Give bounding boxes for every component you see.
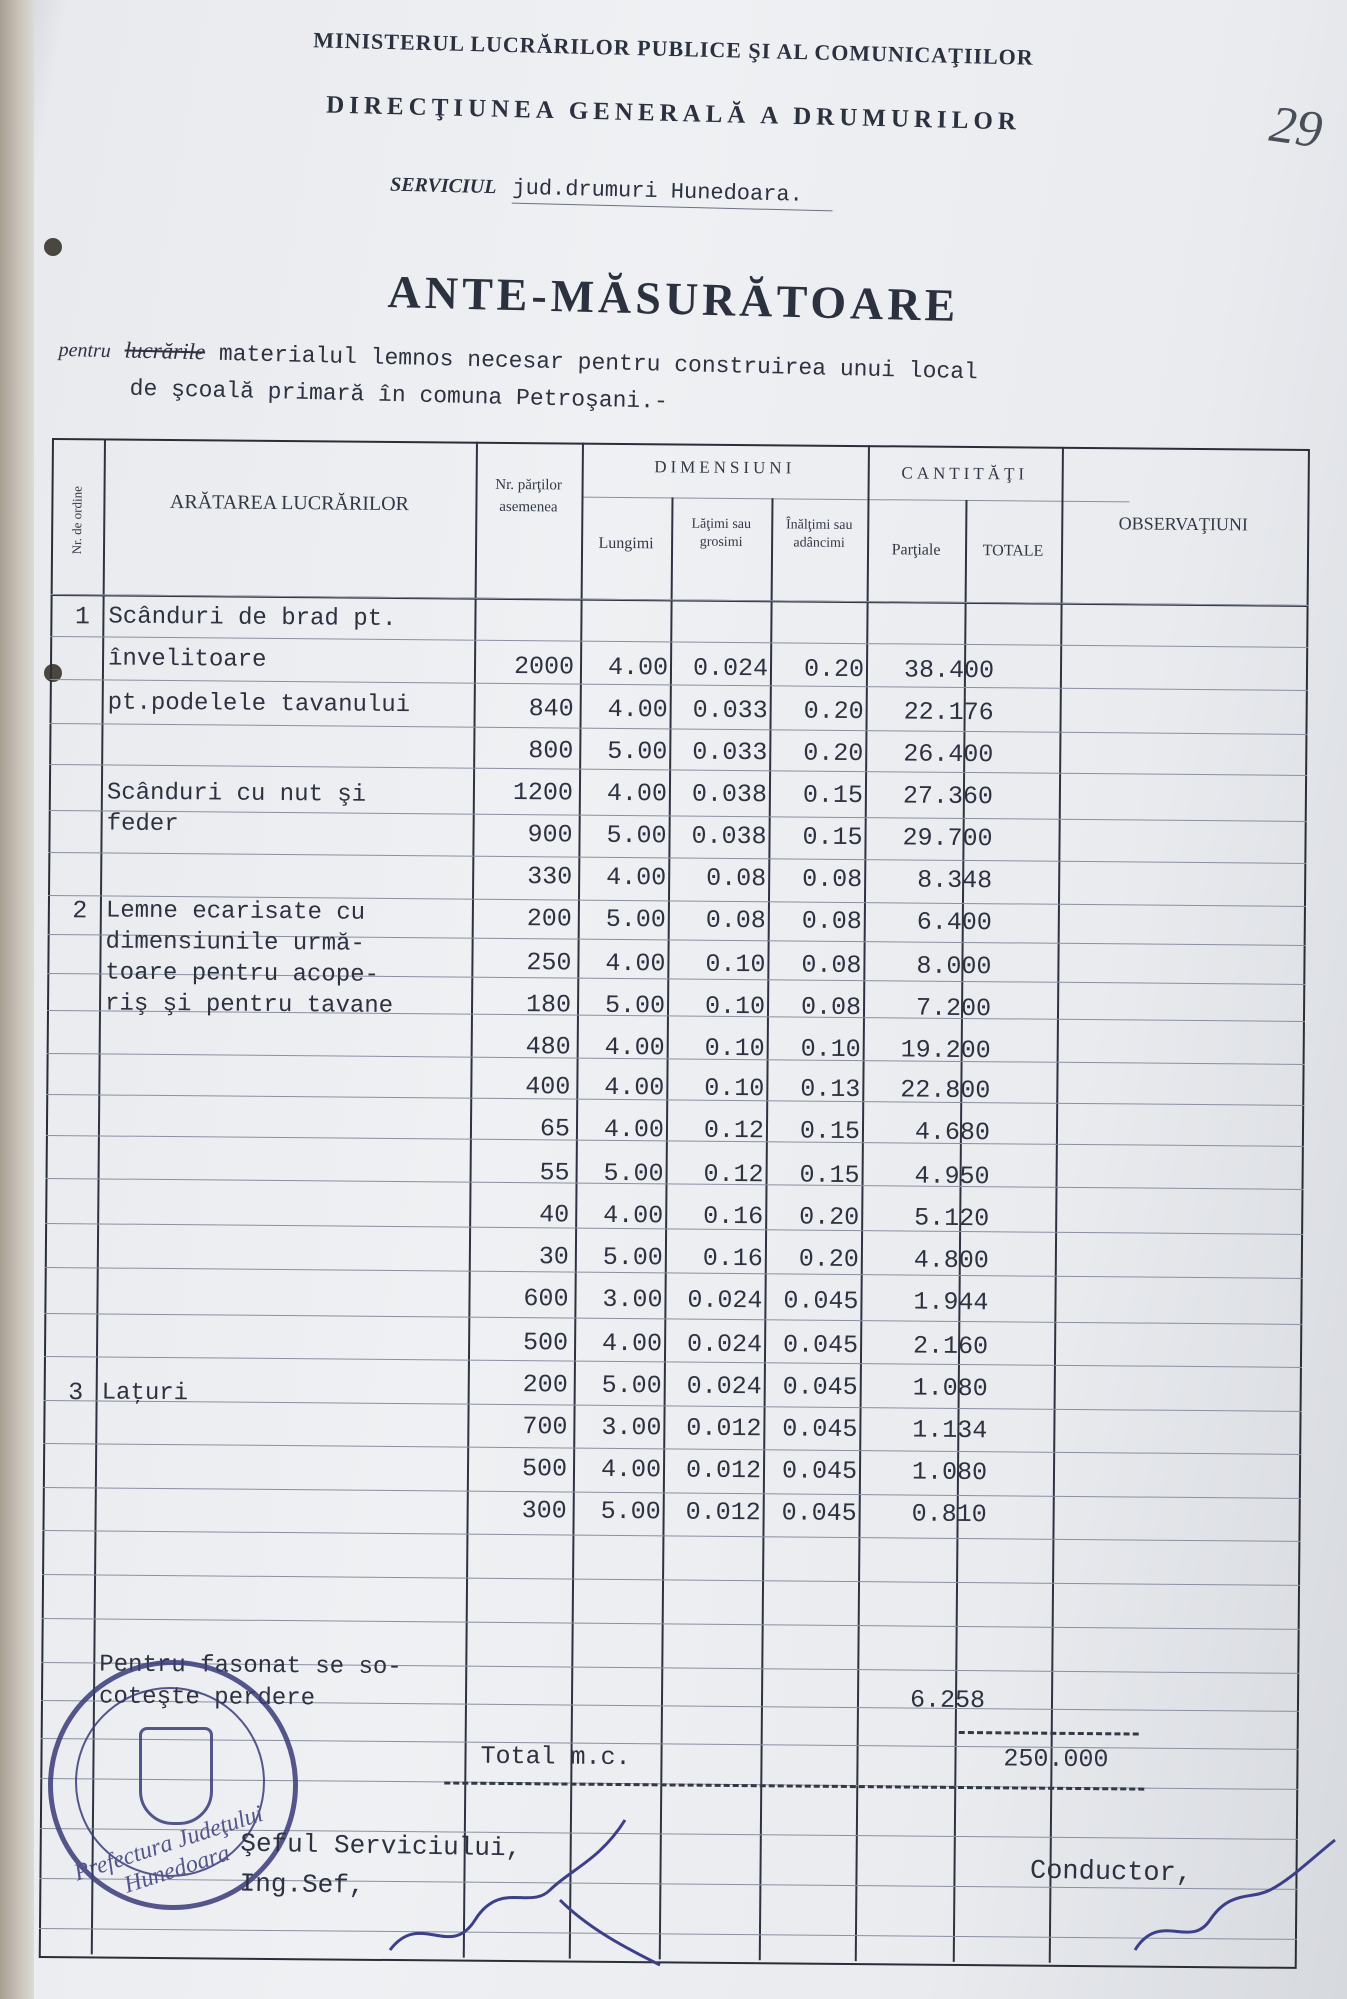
header-work: ARĂTAREA LUCRĂRILOR [169, 491, 410, 516]
cell-width: 0.024 [686, 1371, 762, 1402]
cell-height: 0.20 [798, 1244, 859, 1275]
header-quantities: CANTITĂŢI [901, 463, 1029, 484]
cell-partial: 8.000 [916, 951, 992, 982]
cell-width: 0.10 [704, 1033, 765, 1064]
cell-parts: 500 [521, 1454, 568, 1484]
total-label: Total m.c. [480, 1741, 631, 1773]
total-value: 250.000 [1003, 1744, 1109, 1775]
cell-length: 4.00 [606, 778, 668, 809]
cell-parts: 40 [539, 1200, 570, 1230]
cell-partial: 4.680 [914, 1117, 991, 1148]
cell-partial: 27.360 [902, 781, 994, 812]
cell-height: 0.20 [799, 1202, 860, 1233]
cell-length: 3.00 [602, 1284, 663, 1315]
cell-width: 0.12 [703, 1115, 765, 1146]
cell-length: 4.00 [603, 1114, 665, 1145]
cell-width: 0.16 [703, 1201, 764, 1232]
cell-height: 0.08 [801, 950, 862, 981]
cell-height: 0.20 [803, 654, 865, 685]
cell-length: 4.00 [606, 862, 667, 893]
cell-parts: 900 [527, 820, 573, 850]
cell-partial: 26.400 [903, 739, 994, 770]
cell-partial: 7.200 [915, 993, 992, 1024]
cell-width: 0.033 [692, 737, 768, 768]
cell-parts: 200 [526, 904, 572, 934]
page-number: 29 [1266, 95, 1326, 160]
cell-length: 5.00 [604, 990, 666, 1021]
cell-width: 0.012 [686, 1413, 762, 1444]
cell-partial: 1.080 [912, 1373, 988, 1404]
cell-parts: 250 [526, 948, 572, 978]
cell-parts: 480 [525, 1032, 571, 1062]
waste-label-line-1: Pentru fasonat se so- [99, 1651, 402, 1682]
cell-length: 4.00 [603, 1200, 664, 1231]
header-observations: OBSERVAŢIUNI [1118, 513, 1248, 535]
cell-partial: 8.348 [917, 865, 993, 896]
header-height: Înălţimi sau adâncimi [785, 517, 853, 551]
cell-partial: 19.200 [900, 1035, 991, 1066]
cell-length: 5.00 [607, 736, 668, 767]
cell-width: 0.12 [703, 1159, 764, 1190]
cell-parts: 840 [528, 694, 574, 724]
work-description-line: Laţuri [101, 1379, 189, 1408]
cell-parts: 700 [522, 1412, 568, 1442]
chief-title: Şeful Serviciului, [240, 1828, 522, 1864]
cell-height: 0.13 [800, 1074, 861, 1105]
cell-width: 0.08 [706, 863, 767, 894]
order-number: 2 [72, 896, 88, 926]
cell-length: 5.00 [601, 1370, 662, 1401]
binding-hole [44, 238, 62, 256]
work-description-line: Lemne ecarisate cu [105, 897, 366, 927]
cell-length: 4.00 [600, 1454, 662, 1485]
cell-parts: 800 [528, 736, 574, 766]
cell-height: 0.045 [782, 1414, 858, 1445]
cell-width: 0.033 [692, 695, 768, 726]
service-value: jud.drumuri Hunedoara. [512, 176, 833, 212]
conductor-handwritten-signature [1130, 1830, 1340, 1970]
cell-parts: 330 [527, 862, 573, 892]
service-line [390, 173, 833, 212]
cell-height: 0.045 [781, 1456, 858, 1487]
service-label: SERVICIUL [389, 173, 497, 199]
cell-width: 0.038 [691, 821, 767, 852]
header-order: Nr. de ordine [68, 486, 85, 555]
cell-width: 0.024 [687, 1285, 763, 1316]
subject-label: pentru [58, 338, 112, 363]
chief-subtitle: Ing.Sef, [239, 1868, 365, 1901]
cell-partial: 22.800 [900, 1075, 991, 1106]
cell-length: 4.00 [605, 948, 666, 979]
cell-partial: 22.176 [903, 697, 994, 728]
order-number: 1 [74, 602, 91, 632]
cell-parts: 2000 [513, 652, 575, 682]
header-width: Lăţimi sau grosimi [691, 516, 752, 551]
cell-width: 0.012 [685, 1455, 762, 1486]
cell-partial: 38.400 [903, 655, 995, 686]
cell-parts: 65 [539, 1114, 571, 1144]
cell-width: 0.012 [685, 1497, 761, 1528]
ministry-heading: MINISTERUL LUCRĂRILOR PUBLICE ŞI AL COMUNICAŢIILOR [313, 27, 1034, 70]
cell-partial: 1.944 [913, 1287, 989, 1318]
cell-partial: 1.080 [911, 1457, 988, 1488]
cell-length: 4.00 [607, 652, 669, 683]
work-description-line: Scânduri de brad pt. [108, 603, 397, 634]
cell-width: 0.10 [705, 949, 766, 980]
cell-parts: 1200 [512, 778, 574, 808]
work-description-line: Scânduri cu nut şi [106, 779, 367, 809]
cell-length: 4.00 [607, 694, 668, 725]
waste-label-line-2: coteşte perdere [98, 1683, 316, 1713]
coat-of-arms-icon [139, 1727, 213, 1825]
cell-parts: 600 [523, 1284, 569, 1314]
cell-partial: 4.950 [914, 1161, 990, 1192]
cell-height: 0.08 [802, 864, 863, 895]
cell-partial: 6.400 [916, 907, 992, 938]
cell-parts: 180 [525, 990, 572, 1020]
cell-length: 4.00 [604, 1032, 665, 1063]
cell-height: 0.045 [782, 1330, 859, 1361]
subject-struck-word: lucrările [124, 337, 206, 365]
cell-width: 0.024 [686, 1329, 763, 1360]
conductor-title: Conductor, [1029, 1856, 1193, 1890]
work-description-line: toare pentru acope- [105, 959, 380, 989]
work-description-line: feder [106, 810, 179, 839]
cell-width: 0.16 [702, 1243, 763, 1274]
cell-length: 5.00 [606, 820, 667, 851]
header-partial: Parţiale [891, 541, 941, 559]
header-dimensions: DIMENSIUNI [654, 457, 796, 478]
header-length: Lungimi [598, 534, 654, 553]
chief-handwritten-signature [380, 1790, 680, 1970]
cell-partial: 0.810 [911, 1499, 987, 1530]
cell-width: 0.08 [705, 905, 766, 936]
subject-block [57, 330, 1298, 436]
cell-partial: 1.134 [912, 1415, 988, 1446]
cell-height: 0.15 [799, 1116, 861, 1147]
subject-line-1: materialul lemnos necesar pentru construirea unui local [218, 340, 979, 386]
cell-partial: 5.120 [914, 1203, 990, 1234]
cell-partial: 2.160 [912, 1331, 989, 1362]
cell-height: 0.20 [803, 696, 864, 727]
cell-height: 0.20 [803, 738, 864, 769]
cell-height: 0.08 [801, 906, 862, 937]
cell-length: 5.00 [602, 1242, 663, 1273]
cell-width: 0.10 [704, 991, 766, 1022]
work-description-line: pt.podelele tavanului [107, 689, 411, 720]
work-description-line: învelitoare [107, 645, 267, 674]
cell-parts: 55 [539, 1158, 570, 1188]
cell-length: 3.00 [601, 1412, 662, 1443]
cell-height: 0.15 [802, 822, 863, 853]
cell-width: 0.024 [692, 653, 769, 684]
cell-parts: 300 [521, 1496, 567, 1526]
header-parts: Nr. părţilor asemenea [495, 476, 563, 516]
cell-partial: 4.800 [913, 1245, 989, 1276]
cell-width: 0.10 [704, 1073, 765, 1104]
cell-length: 5.00 [605, 904, 666, 935]
cell-height: 0.15 [802, 780, 864, 811]
cell-height: 0.045 [783, 1286, 859, 1317]
cell-parts: 400 [525, 1072, 571, 1102]
cell-length: 5.00 [600, 1496, 661, 1527]
cell-parts: 500 [522, 1328, 569, 1358]
cell-length: 5.00 [603, 1158, 664, 1189]
subject-line-2: de şcoală primară în comuna Petroşani.- [129, 375, 669, 415]
document-title: ANTE-MĂSURĂTOARE [387, 266, 960, 331]
work-description-line: dimensiunile urmă- [105, 928, 365, 958]
order-number: 3 [68, 1378, 84, 1408]
cell-height: 0.15 [799, 1160, 860, 1191]
waste-value: 6.258 [909, 1685, 986, 1716]
cell-parts: 200 [522, 1370, 568, 1400]
cell-height: 0.10 [800, 1034, 861, 1065]
cell-height: 0.045 [781, 1498, 857, 1529]
cell-width: 0.038 [691, 779, 768, 810]
work-description-line: riş şi pentru tavane [104, 990, 394, 1020]
header-totals: TOTALE [982, 542, 1044, 560]
stamp-text: Prefectura Judeţului Hunedoara [70, 1800, 267, 1899]
cell-height: 0.08 [800, 992, 862, 1023]
cell-height: 0.045 [782, 1372, 858, 1403]
cell-parts: 30 [538, 1242, 569, 1272]
cell-length: 4.00 [601, 1328, 663, 1359]
directorate-heading: DIRECŢIUNEA GENERALĂ A DRUMURILOR [325, 91, 1022, 136]
cell-length: 4.00 [604, 1072, 665, 1103]
cell-partial: 29.700 [902, 823, 993, 854]
